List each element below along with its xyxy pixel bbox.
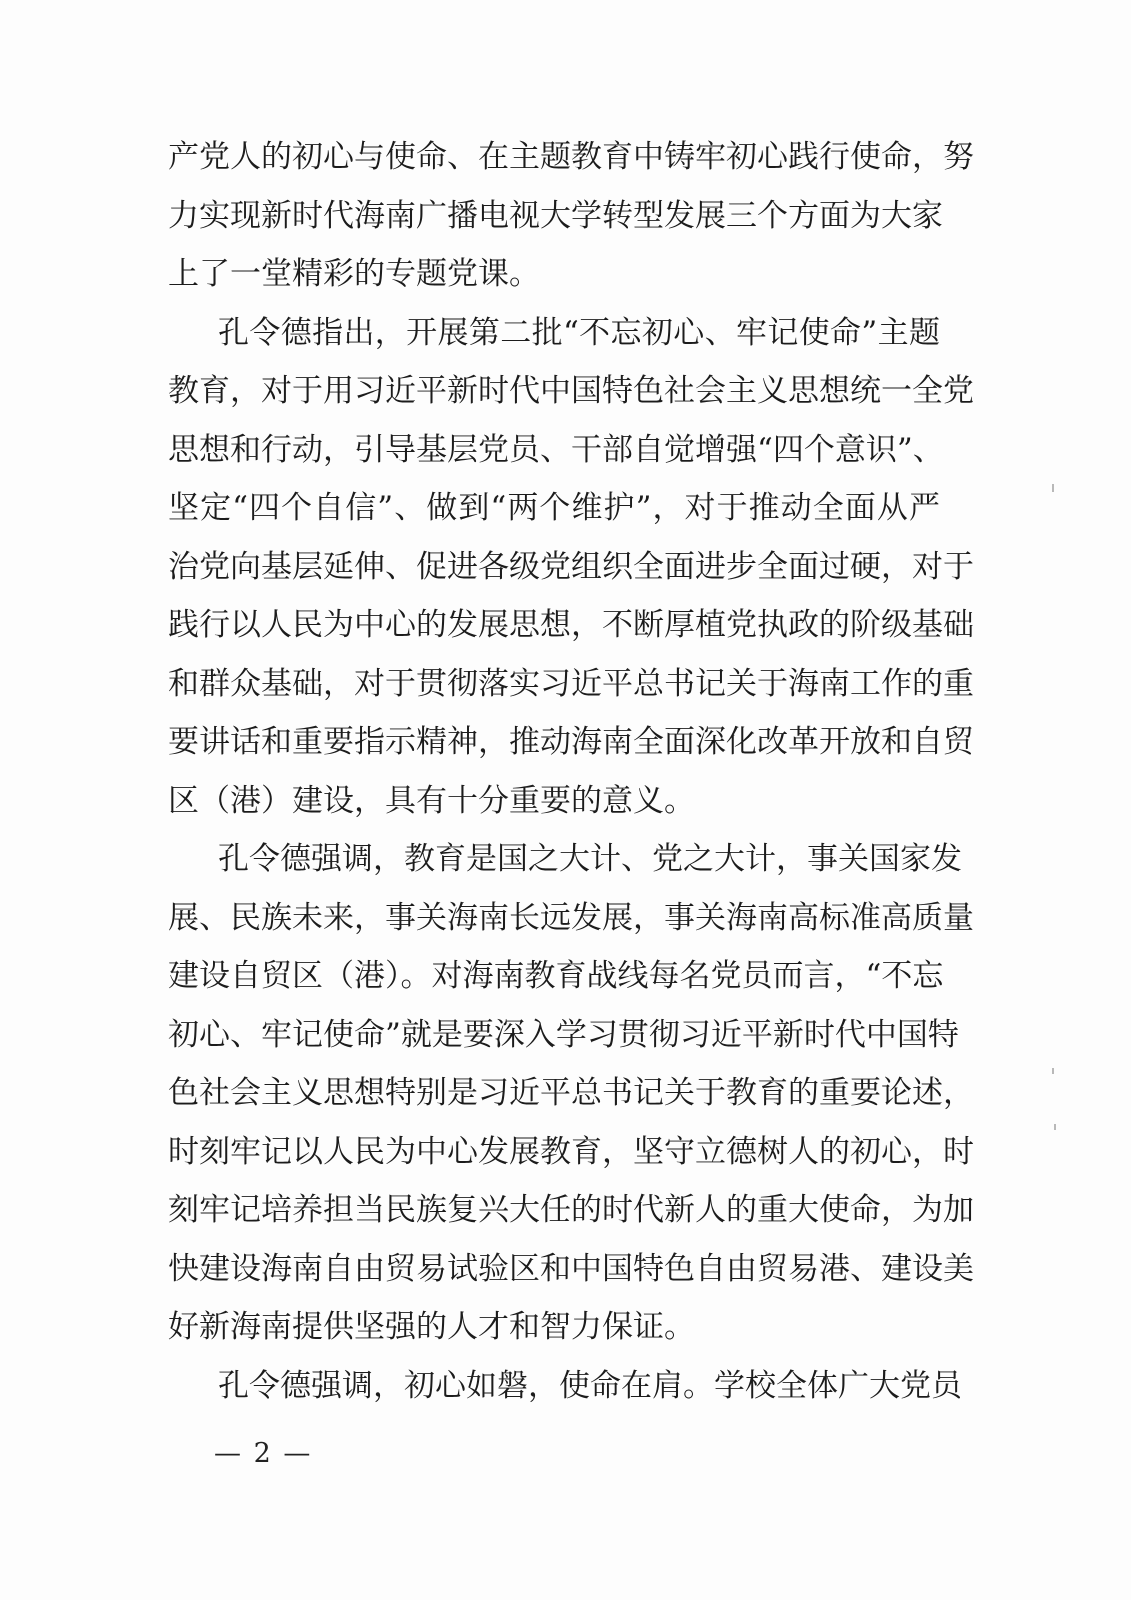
scan-speck — [1052, 1068, 1054, 1074]
text-line: 区（港）建设，具有十分重要的意义。 — [168, 782, 695, 819]
text-line: 建设自贸区（港）。对海南教育战线每名党员而言，“不忘 — [168, 958, 944, 994]
text-line: 色社会主义思想特别是习近平总书记关于教育的重要论述， — [168, 1075, 974, 1111]
page-number: — 2 — — [214, 1438, 313, 1469]
text-line: 产党人的初心与使命、在主题教育中铸牢初心践行使命，努 — [168, 139, 974, 175]
text-line: 教育，对于用习近平新时代中国特色社会主义思想统一全党 — [168, 373, 974, 409]
text-line: 展、民族未来，事关海南长远发展，事关海南高标准高质量 — [168, 899, 974, 936]
body-text — [168, 128, 974, 1415]
text-line: 要讲话和重要指示精神，推动海南全面深化改革开放和自贸 — [168, 724, 974, 760]
scan-speck — [1054, 1124, 1056, 1130]
text-line: 初心、牢记使命”就是要深入学习贯彻习近平新时代中国特 — [168, 1016, 959, 1053]
text-line: 孔令德指出，开展第二批“不忘初心、牢记使命”主题 — [218, 314, 940, 351]
text-line: 践行以人民为中心的发展思想，不断厚植党执政的阶级基础 — [168, 607, 974, 643]
text-line: 刻牢记培养担当民族复兴大任的时代新人的重大使命，为加 — [168, 1192, 974, 1228]
scan-speck — [1052, 484, 1054, 492]
text-line: 孔令德强调，教育是国之大计、党之大计，事关国家发 — [218, 841, 962, 877]
text-line: 力实现新时代海南广播电视大学转型发展三个方面为大家 — [168, 197, 943, 234]
text-line: 和群众基础，对于贯彻落实习近平总书记关于海南工作的重 — [168, 665, 974, 702]
text-line: 时刻牢记以人民为中心发展教育，坚守立德树人的初心，时 — [168, 1133, 974, 1170]
text-line: 治党向基层延伸、促进各级党组织全面进步全面过硬，对于 — [168, 548, 974, 585]
text-line: 快建设海南自由贸易试验区和中国特色自由贸易港、建设美 — [168, 1250, 974, 1287]
text-line: 好新海南提供坚强的人才和智力保证。 — [168, 1309, 695, 1345]
text-line: 上了一堂精彩的专题党课。 — [168, 256, 540, 292]
text-line: 孔令德强调，初心如磐，使命在肩。学校全体广大党员 — [218, 1367, 962, 1404]
text-line: 坚定“四个自信”、做到“两个维护”，对于推动全面从严 — [168, 490, 940, 526]
text-line: 思想和行动，引导基层党员、干部自觉增强“四个意识”、 — [168, 431, 944, 468]
